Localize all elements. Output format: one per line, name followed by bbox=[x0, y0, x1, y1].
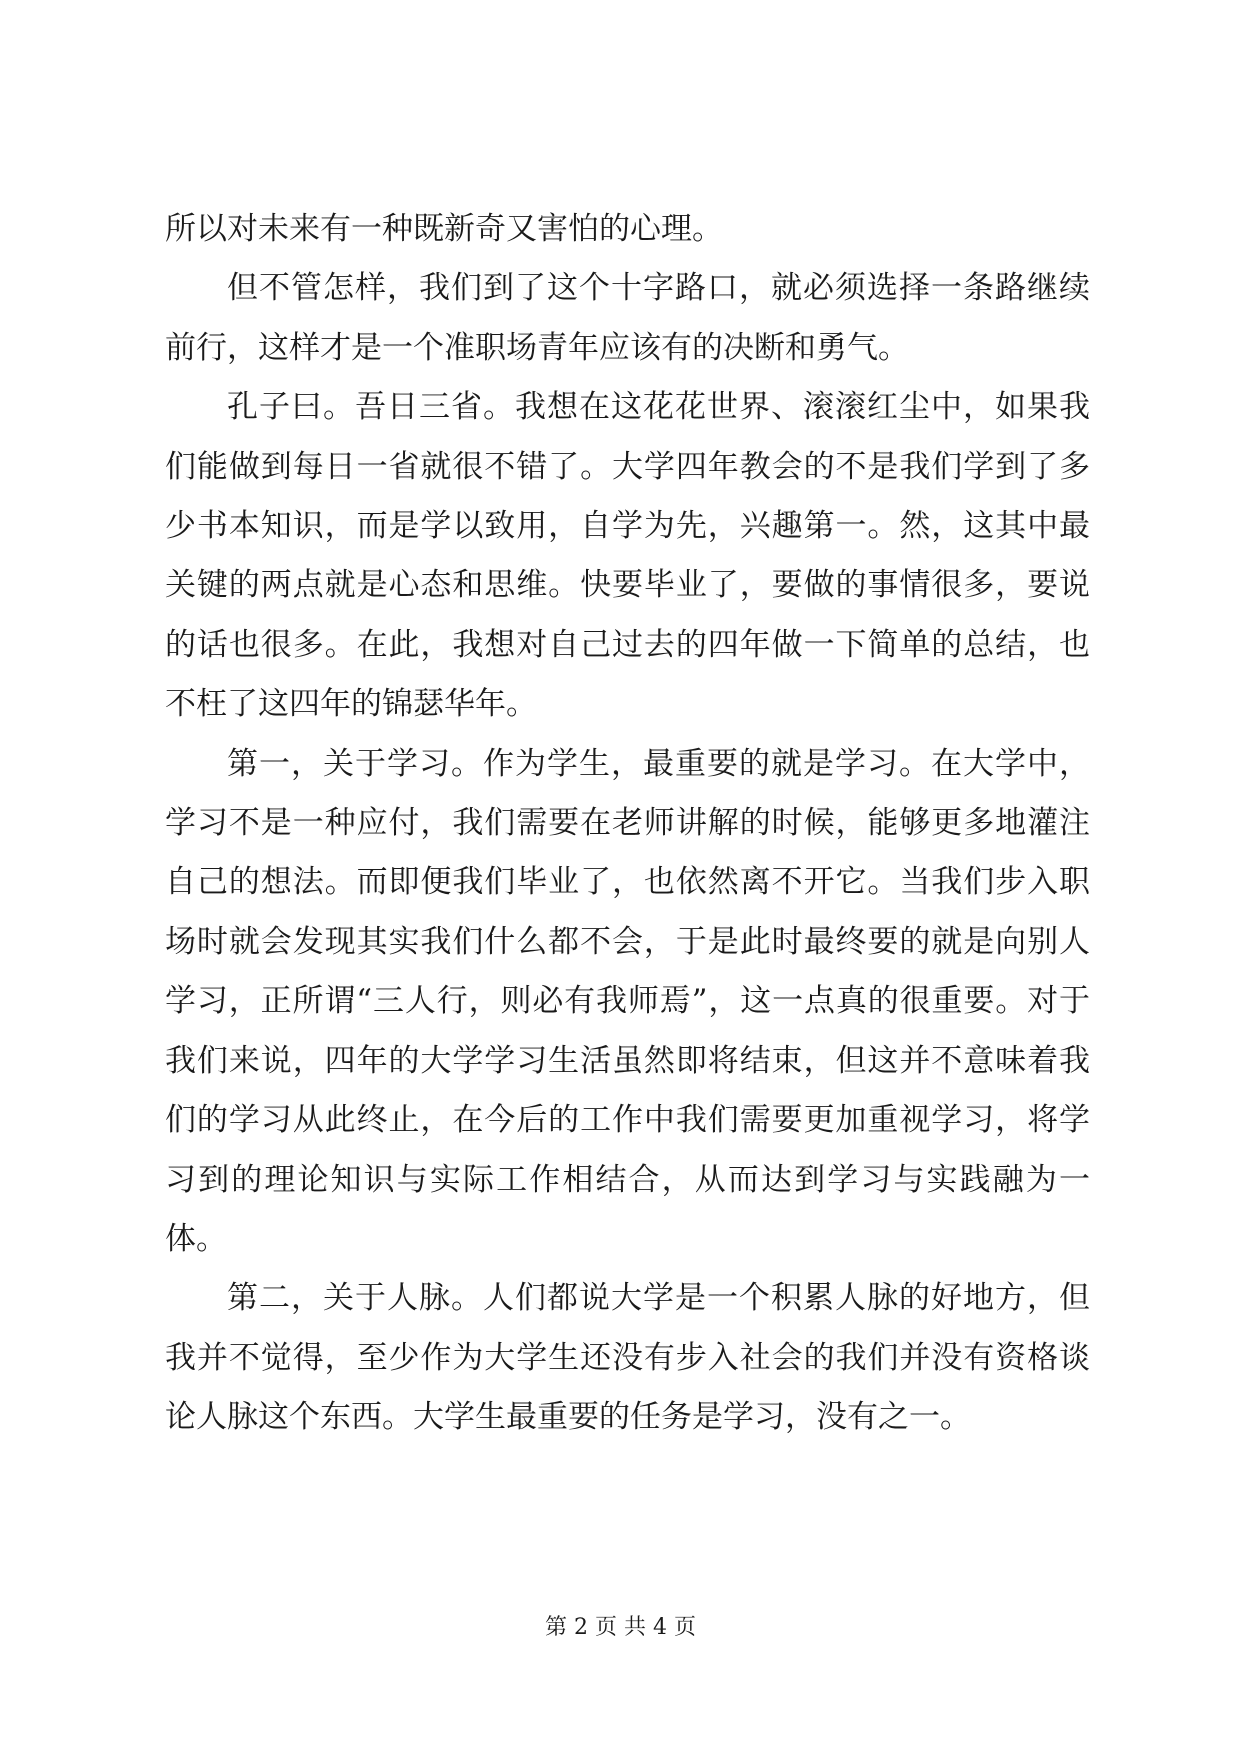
body-text bbox=[165, 200, 1090, 1448]
paragraph-network: 第二，关于人脉。人们都说大学是一个积累人脉的好地方，但我并不觉得，至少作为大学生还没有步入社会的我们并没有资格谈论人脉这个东西。大学生最重要的任务是学习，没有之一。 bbox=[165, 1280, 1090, 1436]
paragraph-crossroads: 但不管怎样，我们到了这个十字路口，就必须选择一条路继续前行，这样才是一个准职场青年应该有的决断和勇气。 bbox=[165, 270, 1090, 366]
paragraph-confucius: 孔子曰。吾日三省。我想在这花花世界、滚滚红尘中，如果我们能做到每日一省就很不错了。大学四年教会的不是我们学到了多少书本知识，而是学以致用，自学为先，兴趣第一。然，这其中最关键的两点就是心态和思维。快要毕业了，要做的事情很多，要说的话也很多。在此，我想对自己过去的四年做一下简单的总结，也不枉了这四年的锦瑟华年。 bbox=[165, 389, 1090, 723]
paragraph-continuation: 所以对未来有一种既新奇又害怕的心理。 bbox=[165, 211, 723, 247]
paragraph-study: 第一，关于学习。作为学生，最重要的就是学习。在大学中，学习不是一种应付，我们需要在老师讲解的时候，能够更多地灌注自己的想法。而即便我们毕业了，也依然离不开它。当我们步入职场时就会发现其实我们什么都不会，于是此时最终要的就是向别人学习，正所谓“三人行，则必有我师焉”，这一点真的很重要。对于我们来说，四年的大学学习生活虽然即将结束，但这并不意味着我们的学习从此终止，在今后的工作中我们需要更加重视学习，将学习到的理论知识与实际工作相结合，从而达到学习与实践融为一体。 bbox=[165, 745, 1090, 1257]
page-number-footer: 第 2 页 共 4 页 bbox=[545, 1615, 696, 1640]
